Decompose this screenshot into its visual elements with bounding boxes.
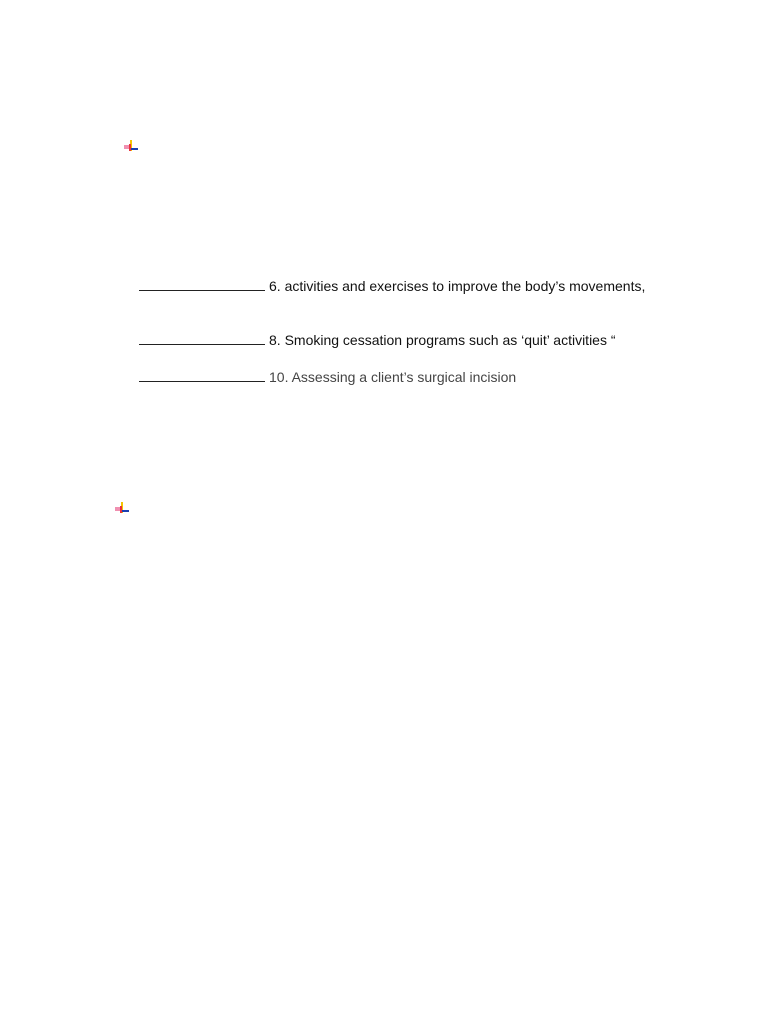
item-text: 6. activities and exercises to improve the body’s movements, xyxy=(269,278,646,294)
item-text: 10. Assessing a client’s surgical incision xyxy=(269,369,517,385)
answer-blank[interactable] xyxy=(139,367,265,382)
answer-blank[interactable] xyxy=(139,330,265,345)
bullet-icon xyxy=(115,502,129,514)
list-item xyxy=(139,367,516,386)
list-item xyxy=(139,276,645,295)
item-text: 8. Smoking cessation programs such as ‘quit’ activities “ xyxy=(269,332,616,348)
answer-blank[interactable] xyxy=(139,276,265,291)
list-item xyxy=(139,330,616,349)
bullet-icon xyxy=(124,140,138,152)
